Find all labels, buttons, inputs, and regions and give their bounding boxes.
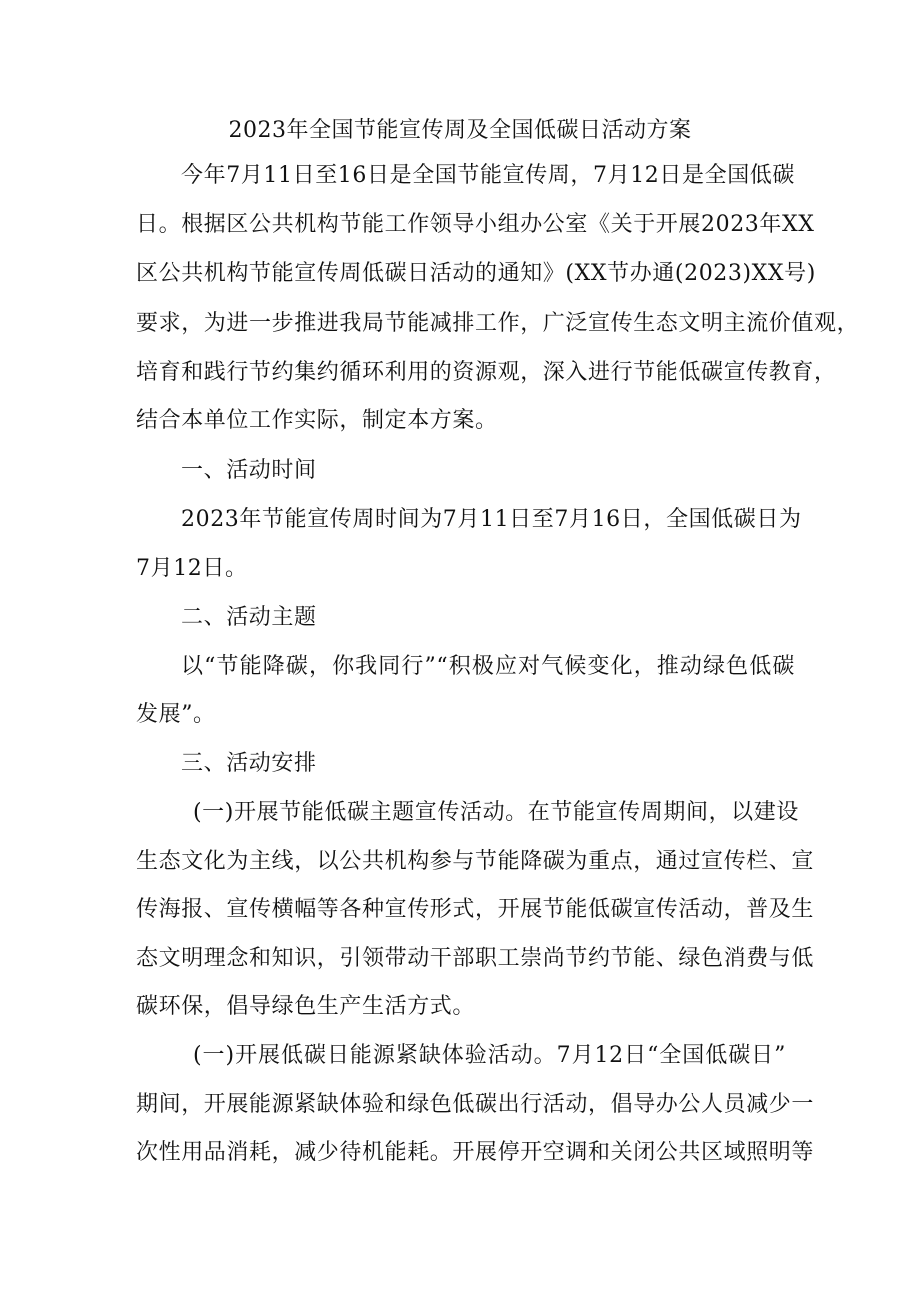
section-heading-theme: 二、活动主题: [181, 605, 317, 630]
item2-line-1: (一)开展低碳日能源紧缺体验活动。7月12日“全国低碳日”: [193, 1043, 786, 1068]
section-heading-time: 一、活动时间: [181, 458, 317, 483]
section1-line-2: 7月12日。: [136, 556, 248, 581]
item2-line-2: 期间，开展能源紧缺体验和绿色低碳出行活动，倡导办公人员减少一: [136, 1092, 815, 1117]
intro-line-3: 区公共机构节能宣传周低碳日活动的通知》(XX节办通(2023)XX号): [136, 261, 816, 286]
section-heading-arrangement: 三、活动安排: [181, 751, 317, 776]
item1-line-4: 态文明理念和知识，引领带动干部职工崇尚节约节能、绿色消费与低: [136, 946, 815, 971]
item1-line-2: 生态文化为主线，以公共机构参与节能降碳为重点，通过宣传栏、宣: [136, 849, 815, 874]
intro-line-5: 培育和践行节约集约循环利用的资源观，深入进行节能低碳宣传教育，: [136, 360, 837, 385]
intro-line-2: 日。根据区公共机构节能工作领导小组办公室《关于开展2023年XX: [136, 212, 815, 237]
section1-line-1: 2023年节能宣传周时间为7月11日至7月16日，全国低碳日为: [181, 507, 802, 532]
intro-line-1: 今年7月11日至16日是全国节能宣传周，7月12日是全国低碳: [181, 163, 795, 188]
section2-line-1: 以“节能降碳，你我同行”“积极应对气候变化，推动绿色低碳: [181, 654, 795, 679]
intro-line-4: 要求，为进一步推进我局节能减排工作，广泛宣传生态文明主流价值观，: [136, 311, 860, 336]
section2-line-2: 发展”。: [136, 702, 216, 727]
item1-line-3: 传海报、宣传横幅等各种宣传形式，开展节能低碳宣传活动，普及生: [136, 897, 815, 922]
item2-line-3: 次性用品消耗，减少待机能耗。开展停开空调和关闭公共区域照明等: [136, 1140, 815, 1165]
item1-line-1: (一)开展节能低碳主题宣传活动。在节能宣传周期间，以建设: [193, 800, 799, 825]
item1-line-5: 碳环保，倡导绿色生产生活方式。: [136, 994, 476, 1019]
intro-line-6: 结合本单位工作实际，制定本方案。: [136, 408, 498, 433]
document-title: 2023年全国节能宣传周及全国低碳日活动方案: [228, 118, 692, 143]
